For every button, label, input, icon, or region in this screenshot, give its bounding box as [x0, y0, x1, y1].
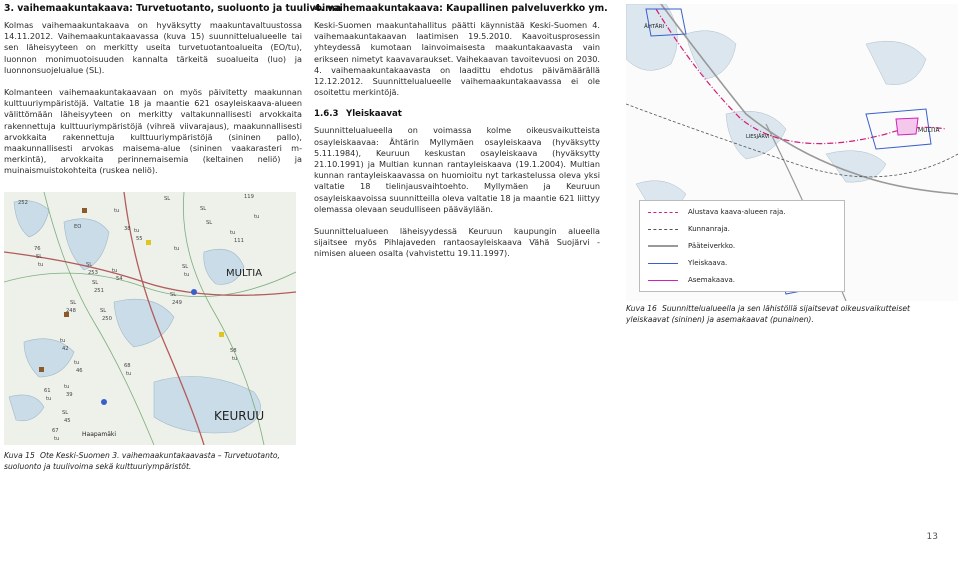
legend-label: Pääteiverkko.: [688, 242, 736, 250]
section-title-3rd-plan: 3. vaihemaakuntakaava: Turvetuotanto, suoluonto ja tuulivoima: [4, 3, 342, 14]
middle-column: [314, 0, 608, 271]
caption-label: Kuva 16: [626, 304, 657, 313]
map-legend: [639, 200, 845, 292]
legend-item-planning-area: [648, 205, 786, 219]
subsection-title: Yleiskaavat: [346, 109, 402, 120]
map-code: tu: [74, 360, 80, 366]
map-code: 55: [136, 236, 143, 242]
map-label-multia: MULTIA: [918, 127, 940, 134]
legend-item-master-plan: [648, 256, 727, 270]
map-code: SL: [170, 292, 177, 298]
map-code: 76: [34, 246, 41, 252]
map-label-multia: MULTIA: [226, 268, 263, 279]
map-code: 38: [124, 226, 131, 232]
map-label-keuruu: KEURUU: [214, 409, 265, 423]
map-code: tu: [254, 214, 260, 220]
map-code: 119: [244, 194, 254, 200]
map-code: tu: [112, 268, 118, 274]
map-code: tu: [134, 228, 140, 234]
legend-label: Kunnanraja.: [688, 225, 730, 233]
map-code: 248: [66, 308, 76, 314]
map-code: 54: [116, 276, 123, 282]
map-code: SL: [200, 206, 207, 212]
paragraph: Suunnittelualueen läheisyydessä Keuruun kaupungin alueella sijaitsee myös Pihlajaveden rantaosayleiskaava Vähä Suojärvi -nimisen alueen osalta (vahvistettu 19.11.1997).: [314, 226, 600, 259]
map-code: SL: [92, 280, 99, 286]
legend-swatch: [648, 280, 678, 281]
map-code: tu: [174, 246, 180, 252]
paragraph: Keski-Suomen maakuntahallitus päätti käynnistää Keski-Suomen 4. vaihemaakuntakaavan laatimisen 19.5.2010. Kaavoitusprosessin yhteydessä kumotaan lainvoimaisesta maakuntakaavasta vain erikseen nimetyt kaavavaraukset. Vaihekaavan tavoitevuosi on 2030. 4. vaihemaakuntakaavasta on laadittu ehdotus päivämäärällä 12.12.2012. Suunnittelualueelle vaihemaakuntakaavassa ei ole osoitettu merkintöjä.: [314, 20, 600, 98]
map-code: 253: [88, 270, 98, 276]
map-code: 46: [76, 368, 83, 374]
caption-text: Ote Keski-Suomen 3. vaihemaakuntakaavasta – Turvetuotanto, suoluonto ja tuulivoima sekä kulttuuriympäristöt.: [4, 451, 280, 471]
map-code: SL: [182, 264, 189, 270]
paragraph: Kolmas vaihemaakuntakaava on hyväksytty maakuntavaltuustossa 14.11.2012. Vaihemaakuntakaavassa (kuva 15) suunnittelualueelle tai sen läheisyyteen on merkitty useita turvetuotantoalueita (EO/tu), luonnon monimuotoisuuden kannalta tärkeitä suoalueita (luo) ja luonnonsuojelualue (SL).: [4, 20, 302, 75]
legend-label: Alustava kaava-alueen raja.: [688, 208, 786, 216]
map-code: tu: [38, 262, 44, 268]
legend-item-main-roads: [648, 239, 735, 253]
figure-caption-16: [626, 304, 926, 325]
legend-item-municipality-border: [648, 222, 730, 236]
map-code: SL: [86, 262, 93, 268]
map-code: tu: [60, 338, 66, 344]
subsection-heading: [314, 109, 600, 119]
legend-label: Yleiskaava.: [688, 259, 728, 267]
map-label-ahtari: ÄHTÄRI: [644, 24, 665, 30]
map-code: tu: [64, 384, 70, 390]
map-code: 61: [44, 388, 51, 394]
paragraph: Kolmanteen vaihemaakuntakaavaan on myös päivitetty maakunnan kulttuuriympäristöjä. Valtatie 18 ja maantie 621 osayleiskaava-alueen välittömään läheisyyteen on merkitty valtakunnallisesti arvokkaita rakennettuja kulttuuriympäristöjä (vihreä viivarajaus), maakunnallisesti arvokkaita rakennettuja kulttuuriympäristöjä (sininen pallo), maakunnallisesti arvokas maisema-alue (sininen vaakarasteri m-merkintä), arvokkaita perinnemaisemia (keltainen neliö) ja muinaismuistokohteita (ruskea neliö).: [4, 87, 302, 176]
map-code: 39: [66, 392, 73, 398]
map-code: 250: [102, 316, 112, 322]
map-code: tu: [184, 272, 190, 278]
map-code: 42: [62, 346, 69, 352]
legend-swatch: [648, 263, 678, 264]
map-code: tu: [54, 436, 60, 442]
caption-label: Kuva 15: [4, 451, 35, 460]
map-code: tu: [230, 230, 236, 236]
section-title-4th-plan: 4. vaihemaakuntakaava: Kaupallinen palveluverkko ym.: [314, 3, 608, 14]
map-code: SL: [164, 196, 171, 202]
legend-label: Asemakaava.: [688, 276, 736, 284]
subsection-number: 1.6.3: [314, 109, 339, 120]
map-code: SL: [206, 220, 213, 226]
map-code: 68: [124, 363, 131, 369]
legend-swatch: [648, 229, 678, 230]
map-label-liesjarvi: LIESJÄRVI: [746, 134, 770, 140]
map-code: tu: [232, 356, 238, 362]
map-code: tu: [126, 371, 132, 377]
map-code: 67: [52, 428, 59, 434]
map-code: SL: [36, 254, 43, 260]
map-code: SL: [70, 300, 77, 306]
map-code: EO: [74, 224, 82, 230]
map-code: 45: [64, 418, 71, 424]
map-code: 251: [94, 288, 104, 294]
map-code: SL: [62, 410, 69, 416]
map-label-haapamaki: Haapamäki: [82, 431, 117, 438]
map-code: 249: [172, 300, 182, 306]
figure-caption-15: [4, 451, 294, 472]
legend-swatch: [648, 245, 678, 247]
page-number: 13: [926, 532, 938, 542]
map-code: 252: [18, 200, 28, 206]
map-code: 58: [230, 348, 237, 354]
regional-plan-map: [4, 192, 296, 445]
caption-text: Suunnittelualueella ja sen lähistöllä sijaitsevat oikeusvaikutteiset yleiskaavat (sininen) ja asemakaavat (punainen).: [626, 304, 911, 324]
legend-swatch: [648, 212, 678, 213]
map-code: SL: [100, 308, 107, 314]
map-code: tu: [46, 396, 52, 402]
map-code: tu: [114, 208, 120, 214]
paragraph: Suunnittelualueella on voimassa kolme oikeusvaikutteista osayleiskaavaa: Ähtärin Myllymäen osayleiskaava (hyväksytty 5.11.1984), Keuruun keskustan osayleiskaava (hyväksytty 21.10.1991) ja Multian kunnan rantayleiskaava (19.1.2004). Multian kunnan rantayleiskaavassa on huomioitu nyt tarkastelussa oleva yksi valtatie 18 tielinjausvaihtoehto. Myllymäen ja Keuruun osayleiskaavoissa suunnitteilla oleva valtatie 18 ja maantie 621 liittyy olemassa olevaan seudulliseen pääväylään.: [314, 125, 600, 214]
map-code: 111: [234, 238, 244, 244]
legend-item-town-plan: [648, 273, 735, 287]
